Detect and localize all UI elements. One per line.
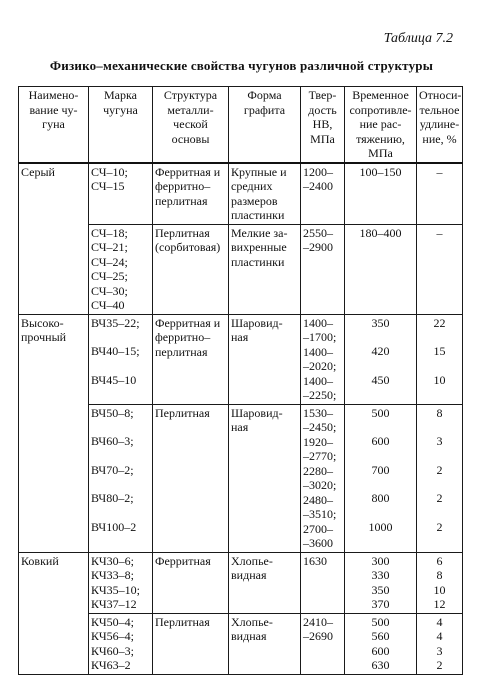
graphite-line: Шаровид- bbox=[231, 405, 283, 420]
graphite-line: Крупные и bbox=[231, 164, 287, 179]
graphite-line: видная bbox=[231, 629, 267, 643]
grade-line: КЧ56–4; bbox=[91, 629, 134, 643]
hardness-line: –1700; bbox=[303, 330, 337, 344]
grade-line: КЧ35–10; bbox=[91, 582, 140, 597]
hardness-cell bbox=[301, 552, 345, 613]
hardness-line: –2250; bbox=[303, 388, 337, 402]
header-grade bbox=[89, 87, 153, 163]
strength-cell bbox=[345, 404, 417, 552]
strength-cell bbox=[345, 314, 417, 404]
elongation-cell bbox=[417, 163, 463, 225]
hardness-line: 2480– bbox=[303, 492, 333, 507]
hardness-line: –2400 bbox=[303, 179, 333, 193]
elongation-line: 8 bbox=[436, 568, 443, 582]
header-line: гуна bbox=[42, 117, 65, 131]
header-row bbox=[19, 87, 463, 163]
strength-line: 330 bbox=[371, 568, 390, 582]
hardness-line: –3600 bbox=[303, 536, 333, 550]
graphite-cell bbox=[229, 552, 301, 613]
header-line: графита bbox=[243, 102, 286, 117]
grade-line: СЧ–21; bbox=[91, 240, 128, 254]
strength-line: 350 bbox=[371, 315, 390, 330]
hardness-line: 1920– bbox=[303, 434, 333, 449]
marks-cell bbox=[89, 163, 153, 225]
iron-type-cell bbox=[19, 314, 89, 552]
marks-cell bbox=[89, 224, 153, 314]
hardness-cell bbox=[301, 613, 345, 674]
hardness-line: 1400– bbox=[303, 373, 333, 388]
structure-cell bbox=[153, 314, 229, 404]
graphite-line: видная bbox=[231, 568, 267, 582]
elongation-line: 2 bbox=[436, 658, 443, 672]
graphite-line: Мелкие за- bbox=[231, 225, 288, 240]
hardness-line: –2900 bbox=[303, 240, 333, 254]
grade-line: КЧ33–8; bbox=[91, 568, 134, 582]
elongation-cell bbox=[417, 314, 463, 404]
table-row bbox=[19, 314, 463, 404]
strength-line: 600 bbox=[371, 643, 390, 658]
structure-cell bbox=[153, 404, 229, 552]
elongation-line: 3 bbox=[436, 434, 443, 448]
marks-cell bbox=[89, 552, 153, 613]
header-line: чугуна bbox=[103, 102, 138, 117]
grade-line bbox=[91, 449, 150, 463]
grade-line: ВЧ70–2; bbox=[91, 462, 134, 477]
strength-line: 560 bbox=[371, 629, 390, 643]
elongation-line: 2 bbox=[436, 491, 443, 505]
header-line: дость bbox=[308, 102, 337, 117]
hardness-line: 1400– bbox=[303, 315, 333, 330]
elongation-line: 10 bbox=[433, 582, 446, 597]
grade-line: ВЧ80–2; bbox=[91, 491, 134, 505]
grade-line: СЧ–24; bbox=[91, 254, 128, 269]
elongation-cell bbox=[417, 552, 463, 613]
structure-line: (сорбитовая) bbox=[155, 240, 221, 254]
marks-cell bbox=[89, 613, 153, 674]
elongation-line: 4 bbox=[436, 614, 443, 629]
grade-line bbox=[91, 477, 150, 491]
header-graphite bbox=[229, 87, 301, 163]
structure-line: Ферритная и bbox=[155, 315, 221, 330]
strength-line bbox=[347, 506, 414, 520]
grade-line: ВЧ60–3; bbox=[91, 434, 134, 448]
structure-line: Перлитная bbox=[155, 405, 210, 420]
grade-line: СЧ–18; bbox=[91, 225, 128, 240]
grade-line: КЧ50–4; bbox=[91, 614, 134, 629]
grade-line: КЧ63–2 bbox=[91, 658, 131, 672]
hardness-cell bbox=[301, 224, 345, 314]
strength-line bbox=[347, 330, 414, 344]
header-line: Структура bbox=[163, 88, 218, 102]
elongation-line: – bbox=[436, 225, 443, 240]
hardness-line: –3020; bbox=[303, 478, 337, 492]
hardness-cell bbox=[301, 404, 345, 552]
graphite-line: Шаровид- bbox=[231, 315, 283, 330]
grade-line bbox=[91, 359, 150, 373]
graphite-line: ная bbox=[231, 330, 249, 344]
strength-line: 180–400 bbox=[359, 225, 402, 240]
graphite-line: размеров bbox=[231, 193, 278, 208]
header-strength bbox=[345, 87, 417, 163]
strength-line: 300 bbox=[371, 553, 390, 568]
strength-line bbox=[347, 420, 414, 434]
iron-type-name: Серый bbox=[21, 164, 55, 179]
hardness-line: –2770; bbox=[303, 449, 337, 463]
marks-cell bbox=[89, 404, 153, 552]
graphite-line: пластинки bbox=[231, 208, 285, 222]
strength-line: 800 bbox=[371, 491, 390, 505]
header-line: Относи- bbox=[419, 88, 462, 102]
hardness-line: –2020; bbox=[303, 359, 337, 373]
grade-line: ВЧ35–22; bbox=[91, 315, 140, 330]
elongation-cell bbox=[417, 404, 463, 552]
grade-line bbox=[91, 330, 150, 344]
header-line: НВ, bbox=[312, 117, 333, 131]
graphite-cell bbox=[229, 314, 301, 404]
structure-line: Ферритная bbox=[155, 553, 211, 568]
hardness-line: 1200– bbox=[303, 164, 333, 179]
table-row bbox=[19, 163, 463, 225]
header-line: Марка bbox=[104, 88, 137, 102]
grade-line: ВЧ40–15; bbox=[91, 344, 140, 358]
structure-line: ферритно– bbox=[155, 330, 211, 344]
strength-line bbox=[347, 477, 414, 491]
structure-line: Перлитная bbox=[155, 614, 210, 629]
structure-line: Ферритная и bbox=[155, 164, 221, 179]
structure-cell bbox=[153, 224, 229, 314]
elongation-line bbox=[419, 477, 460, 491]
header-line: Наимено- bbox=[28, 88, 79, 102]
elongation-cell bbox=[417, 613, 463, 674]
strength-line: 1000 bbox=[368, 519, 393, 534]
grade-line: КЧ30–6; bbox=[91, 553, 134, 568]
table-row bbox=[19, 552, 463, 613]
hardness-line: 1630 bbox=[303, 553, 327, 568]
structure-line: ферритно– bbox=[155, 179, 211, 193]
header-line: ние рас- bbox=[359, 117, 402, 131]
grade-line: ВЧ45–10 bbox=[91, 372, 137, 387]
table-title: Физико–механические свойства чугунов различной структуры bbox=[49, 58, 434, 73]
hardness-line: –2450; bbox=[303, 420, 337, 434]
elongation-line: – bbox=[436, 164, 443, 179]
elongation-line: 2 bbox=[436, 462, 443, 477]
graphite-cell bbox=[229, 613, 301, 674]
header-line: металли- bbox=[167, 102, 214, 117]
strength-line: 450 bbox=[371, 372, 390, 387]
strength-line: 370 bbox=[371, 597, 390, 611]
grade-line: ВЧ100–2 bbox=[91, 519, 137, 534]
grade-line: СЧ–15 bbox=[91, 179, 125, 193]
grade-line: КЧ60–3; bbox=[91, 643, 134, 658]
strength-cell bbox=[345, 163, 417, 225]
elongation-line: 12 bbox=[433, 597, 446, 611]
header-line: основы bbox=[171, 131, 210, 146]
header-line: МПа bbox=[310, 131, 335, 146]
hardness-line: 2410– bbox=[303, 614, 333, 629]
header-line: Временное bbox=[352, 88, 409, 102]
elongation-line bbox=[419, 449, 460, 463]
strength-line: 600 bbox=[371, 434, 390, 448]
strength-line: 630 bbox=[371, 658, 390, 672]
table-caption: Таблица 7.2 bbox=[383, 31, 453, 46]
elongation-line: 15 bbox=[433, 344, 446, 358]
iron-type-name: Высоко- bbox=[21, 315, 64, 330]
strength-cell bbox=[345, 552, 417, 613]
graphite-line: пластинки bbox=[231, 254, 285, 269]
iron-type-cell bbox=[19, 163, 89, 315]
structure-cell bbox=[153, 552, 229, 613]
grade-line: КЧ37–12 bbox=[91, 597, 137, 611]
header-name bbox=[19, 87, 89, 163]
elongation-line: 3 bbox=[436, 643, 443, 658]
hardness-line: 2550– bbox=[303, 225, 333, 240]
strength-cell bbox=[345, 224, 417, 314]
strength-line: 420 bbox=[371, 344, 390, 358]
iron-type-name: прочный bbox=[21, 330, 67, 344]
strength-line: 350 bbox=[371, 582, 390, 597]
graphite-cell bbox=[229, 224, 301, 314]
graphite-line: Хлопье- bbox=[231, 553, 273, 568]
elongation-cell bbox=[417, 224, 463, 314]
structure-line: Перлитная bbox=[155, 225, 210, 240]
grade-line: СЧ–40 bbox=[91, 298, 125, 312]
graphite-line: средних bbox=[231, 179, 273, 193]
strength-line bbox=[347, 359, 414, 373]
elongation-line bbox=[419, 359, 460, 373]
elongation-line: 10 bbox=[433, 372, 446, 387]
structure-cell bbox=[153, 613, 229, 674]
elongation-line bbox=[419, 506, 460, 520]
graphite-line: ная bbox=[231, 420, 249, 434]
header-line: тяжению, bbox=[356, 131, 405, 146]
grade-line: СЧ–25; bbox=[91, 269, 128, 283]
strength-line: 700 bbox=[371, 462, 390, 477]
table-body bbox=[19, 163, 463, 675]
hardness-cell bbox=[301, 163, 345, 225]
structure-line: перлитная bbox=[155, 193, 208, 208]
elongation-line: 6 bbox=[436, 553, 443, 568]
graphite-cell bbox=[229, 404, 301, 552]
header-line: МПа bbox=[368, 146, 393, 160]
header-line: вание чу- bbox=[29, 102, 78, 117]
header-structure bbox=[153, 87, 229, 163]
iron-type-name: Ковкий bbox=[21, 553, 59, 568]
header-line: удлине- bbox=[419, 117, 460, 131]
hardness-cell bbox=[301, 314, 345, 404]
hardness-line: 2280– bbox=[303, 463, 333, 478]
elongation-line: 22 bbox=[433, 315, 446, 330]
marks-cell bbox=[89, 314, 153, 404]
header-line: ческой bbox=[173, 117, 208, 131]
grade-line bbox=[91, 420, 150, 434]
hardness-line: 1400– bbox=[303, 344, 333, 359]
iron-type-cell bbox=[19, 552, 89, 674]
elongation-line bbox=[419, 330, 460, 344]
grade-line bbox=[91, 506, 150, 520]
hardness-line: –2690 bbox=[303, 629, 333, 643]
header-line: ние, % bbox=[422, 131, 457, 146]
grade-line: СЧ–30; bbox=[91, 283, 128, 298]
strength-cell bbox=[345, 613, 417, 674]
header-line: тельное bbox=[419, 102, 460, 117]
strength-line: 100–150 bbox=[359, 164, 402, 179]
structure-cell bbox=[153, 163, 229, 225]
header-line: сопротивле- bbox=[349, 102, 412, 117]
hardness-line: 2700– bbox=[303, 521, 333, 536]
hardness-line: –3510; bbox=[303, 507, 337, 521]
hardness-line: 1530– bbox=[303, 405, 333, 420]
strength-line bbox=[347, 449, 414, 463]
header-elongation bbox=[417, 87, 463, 163]
structure-line: перлитная bbox=[155, 344, 208, 359]
strength-line: 500 bbox=[371, 614, 390, 629]
graphite-cell bbox=[229, 163, 301, 225]
graphite-line: вихренные bbox=[231, 240, 287, 254]
properties-table bbox=[18, 86, 463, 675]
strength-line: 500 bbox=[371, 405, 390, 420]
elongation-line bbox=[419, 420, 460, 434]
elongation-line: 2 bbox=[436, 519, 443, 534]
header-line: Форма bbox=[247, 88, 282, 102]
elongation-line: 8 bbox=[436, 405, 443, 420]
header-line: Твер- bbox=[308, 88, 337, 102]
elongation-line: 4 bbox=[436, 629, 443, 643]
header-hardness bbox=[301, 87, 345, 163]
graphite-line: Хлопье- bbox=[231, 614, 273, 629]
grade-line: СЧ–10; bbox=[91, 164, 128, 179]
grade-line: ВЧ50–8; bbox=[91, 405, 134, 420]
